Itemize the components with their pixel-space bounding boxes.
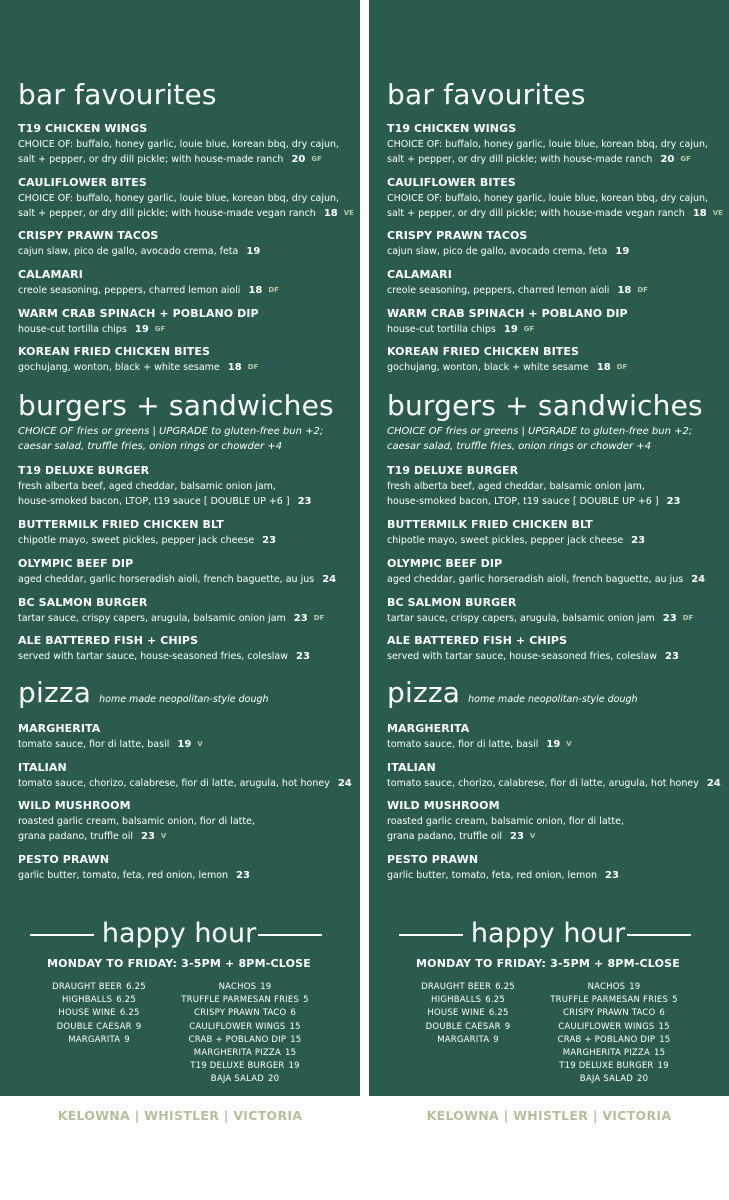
item-price: 19 (615, 246, 630, 257)
item-description (387, 649, 723, 664)
item-name: ITALIAN (387, 761, 436, 774)
happy-hour-item-price: 5 (303, 995, 309, 1006)
happy-hour-item (33, 1034, 165, 1047)
item-description-text: roasted garlic cream, balsamic onion, fior di latte, (387, 816, 624, 827)
menu-item (18, 798, 354, 844)
happy-hour-item (539, 1060, 689, 1073)
menu-item (387, 175, 723, 221)
happy-hour-item-price: 19 (260, 982, 272, 992)
happy-hour-item-price: 9 (493, 1034, 499, 1045)
happy-hour-item (402, 1021, 534, 1034)
happy-hour-item (33, 994, 165, 1007)
upgrade-note-line: CHOICE OF fries or greens | UPGRADE to gluten-free bun +2; (387, 426, 693, 437)
happy-hour-item-price: 20 (636, 1074, 649, 1085)
happy-hour-item-price: 15 (290, 1034, 302, 1045)
item-name: CRISPY PRAWN TACOS (18, 229, 159, 242)
dietary-tag: DF (637, 286, 648, 294)
item-description (387, 814, 723, 829)
menu-item (18, 228, 354, 259)
happy-hour-item-price: 15 (284, 1048, 297, 1059)
item-name: CALAMARI (387, 268, 452, 281)
item-description (18, 206, 354, 221)
item-price: 19 (177, 739, 192, 750)
item-price: 18 (596, 362, 611, 373)
happy-hour-item-price: 15 (289, 1021, 301, 1032)
item-price: 23 (297, 496, 312, 507)
locations-footer: KELOWNA | WHISTLER | VICTORIA (426, 1108, 672, 1123)
item-description-text: cajun slaw, pico de gallo, avocado crema, feta (387, 246, 608, 257)
menu-item (387, 595, 723, 626)
item-description (18, 322, 354, 337)
pizza-dough-note: home made neopolitan-style dough (468, 694, 638, 705)
item-name: BUTTERMILK FRIED CHICKEN BLT (18, 518, 224, 531)
item-description-text: house-cut tortilla chips (18, 324, 127, 335)
happy-hour-item-name: NACHOS (218, 982, 257, 992)
pizza-title-text: pizza (387, 676, 461, 709)
happy-hour-item-name: BAJA SALAD (210, 1074, 264, 1085)
item-description-text: fresh alberta beef, aged cheddar, balsamic onion jam, (18, 481, 276, 492)
happy-hour-item-name: DOUBLE CAESAR (425, 1021, 501, 1032)
item-description (387, 152, 723, 167)
panel-divider (360, 0, 369, 1096)
item-price: 23 (293, 613, 308, 624)
item-price: 24 (706, 778, 721, 789)
item-description (18, 533, 354, 548)
happy-hour-title: happy hour (470, 918, 626, 949)
happy-hour-item (539, 1047, 689, 1060)
item-price: 18 (617, 285, 632, 296)
section-title-burgers: burgers + sandwiches (18, 389, 334, 422)
happy-hour-item (539, 1007, 689, 1020)
item-name: CALAMARI (18, 268, 83, 281)
section-title-bar-favourites: bar favourites (18, 78, 217, 111)
menu-item (18, 121, 354, 167)
pizza-title-text: pizza (18, 676, 92, 709)
item-price: 23 (262, 535, 277, 546)
item-description-text: house-smoked bacon, LTOP, t19 sauce [ DOUBLE UP +6 ] (18, 496, 290, 507)
item-description (387, 322, 723, 337)
happy-hour-item (170, 1060, 320, 1073)
happy-hour-item-name: HOUSE WINE (427, 1008, 485, 1019)
happy-hour-item-price: 6.25 (485, 995, 505, 1006)
locations-footer: KELOWNA | WHISTLER | VICTORIA (57, 1108, 303, 1123)
item-description-text: tomato sauce, fior di latte, basil (18, 739, 170, 750)
item-name: ALE BATTERED FISH + CHIPS (387, 634, 568, 647)
happy-hour-item-name: CRISPY PRAWN TACO (194, 1008, 287, 1019)
item-name: T19 DELUXE BURGER (387, 464, 519, 477)
item-price: 23 (666, 496, 681, 507)
item-name: KOREAN FRIED CHICKEN BITES (18, 345, 211, 358)
happy-hour-item (170, 1034, 320, 1047)
happy-hour-item-name: TRUFFLE PARMESAN FRIES (550, 995, 669, 1006)
happy-hour-item-name: NACHOS (587, 982, 626, 992)
item-description (387, 283, 723, 298)
item-description (387, 737, 723, 752)
happy-hour-item-price: 6 (290, 1008, 296, 1019)
dietary-tag: V (529, 832, 536, 840)
item-description (387, 868, 723, 883)
item-description-text: tomato sauce, fior di latte, basil (387, 739, 539, 750)
item-name: T19 CHICKEN WINGS (18, 122, 148, 135)
item-name: T19 DELUXE BURGER (18, 464, 150, 477)
item-description (387, 776, 723, 791)
menu-item (18, 595, 354, 626)
item-name: PESTO PRAWN (18, 853, 110, 866)
item-name: PESTO PRAWN (387, 853, 479, 866)
menu-item (387, 760, 723, 791)
item-description-text: aged cheddar, garlic horseradish aioli, french baguette, au jus (387, 574, 684, 585)
item-price: 24 (337, 778, 352, 789)
item-description (18, 776, 354, 791)
happy-hour-item (402, 1034, 534, 1047)
menu-item (387, 267, 723, 298)
dietary-tag: V (197, 740, 203, 748)
item-description-text: CHOICE OF: buffalo, honey garlic, louie blue, korean bbq, dry cajun, (18, 193, 340, 204)
item-name: CRISPY PRAWN TACOS (387, 229, 528, 242)
happy-hour-days: MONDAY TO FRIDAY: 3-5PM + 8PM-CLOSE (47, 957, 311, 970)
item-name: WARM CRAB SPINACH + POBLANO DIP (387, 307, 628, 320)
happy-hour-item-price: 9 (135, 1021, 142, 1032)
item-description-text: aged cheddar, garlic horseradish aioli, french baguette, au jus (18, 574, 315, 585)
burgers-upgrade-note (387, 424, 723, 454)
item-description (18, 611, 354, 626)
item-description-text: cajun slaw, pico de gallo, avocado crema, feta (18, 246, 239, 257)
item-price: 23 (510, 831, 524, 842)
item-price: 19 (134, 324, 149, 335)
happy-hour-item-price: 5 (672, 995, 678, 1006)
menu-item (387, 517, 723, 548)
item-description-text: CHOICE OF: buffalo, honey garlic, louie blue, korean bbq, dry cajun, (18, 139, 340, 150)
item-description (18, 479, 354, 494)
happy-hour-days: MONDAY TO FRIDAY: 3-5PM + 8PM-CLOSE (416, 957, 680, 970)
happy-hour-item-name: DRAUGHT BEER (421, 982, 492, 992)
item-price: 18 (323, 208, 338, 219)
happy-hour-item (170, 981, 320, 994)
item-description-text: salt + pepper, or dry dill pickle; with house-made ranch (18, 154, 284, 165)
dietary-tag: DF (268, 286, 279, 294)
item-name: KOREAN FRIED CHICKEN BITES (387, 345, 580, 358)
section-title-pizza (387, 678, 638, 715)
happy-hour-item-name: TRUFFLE PARMESAN FRIES (181, 995, 300, 1006)
item-name: ALE BATTERED FISH + CHIPS (18, 634, 199, 647)
happy-hour-item-price: 19 (657, 1061, 669, 1072)
happy-hour-item (170, 1073, 320, 1086)
menu-item (18, 633, 354, 664)
menu-item (387, 228, 723, 259)
menu-item (387, 463, 723, 509)
happy-hour-item-name: MARGARITA (68, 1034, 121, 1045)
item-price: 18 (692, 208, 707, 219)
menu-item (18, 175, 354, 221)
menu-item (18, 517, 354, 548)
happy-hour-item-price: 15 (659, 1034, 671, 1045)
happy-hour-item (33, 1021, 165, 1034)
item-description-text: tartar sauce, crispy capers, arugula, balsamic onion jam (387, 613, 655, 624)
section-title-burgers: burgers + sandwiches (387, 389, 703, 422)
item-name: T19 CHICKEN WINGS (387, 122, 517, 135)
happy-hour-title: happy hour (101, 918, 257, 949)
item-description (18, 494, 354, 509)
menu-panel-right (369, 0, 729, 1096)
item-description (18, 283, 354, 298)
dietary-tag: V (566, 740, 572, 748)
item-price: 19 (246, 246, 261, 257)
item-name: MARGHERITA (18, 722, 101, 735)
item-description (387, 572, 723, 587)
item-description (387, 137, 723, 152)
dietary-tag: DF (313, 614, 325, 622)
item-price: 23 (141, 831, 155, 842)
item-name: BC SALMON BURGER (18, 596, 148, 609)
menu-item (18, 306, 354, 337)
item-description-text: gochujang, wonton, black + white sesame (18, 362, 220, 373)
menu-item (387, 633, 723, 664)
item-price: 23 (665, 651, 679, 662)
happy-hour-item-name: CAULIFLOWER WINGS (558, 1021, 655, 1032)
happy-hour-item (402, 981, 534, 994)
section-title-bar-favourites: bar favourites (387, 78, 586, 111)
item-name: WILD MUSHROOM (18, 799, 131, 812)
item-price: 19 (546, 739, 561, 750)
item-description-text: chipotle mayo, sweet pickles, pepper jack cheese (18, 535, 255, 546)
item-description (18, 649, 354, 664)
happy-hour-heading (18, 917, 354, 951)
happy-hour-item-name: T19 DELUXE BURGER (559, 1061, 654, 1072)
happy-hour-item-name: MARGHERITA PIZZA (193, 1048, 281, 1059)
happy-hour-heading (387, 917, 723, 951)
happy-hour-item (33, 1007, 165, 1020)
item-description (387, 829, 723, 844)
item-description-text: grana padano, truffle oil (387, 831, 502, 842)
item-description (387, 191, 723, 206)
dietary-tag: V (160, 832, 167, 840)
happy-hour-item-price: 6.25 (116, 995, 136, 1006)
item-price: 23 (631, 535, 646, 546)
item-description-text: grana padano, truffle oil (18, 831, 133, 842)
menu-item (18, 463, 354, 509)
item-description-text: CHOICE OF: buffalo, honey garlic, louie blue, korean bbq, dry cajun, (387, 139, 709, 150)
happy-hour-item-price: 19 (629, 982, 641, 992)
item-description-text: tomato sauce, chorizo, calabrese, fior di latte, arugula, hot honey (387, 778, 699, 789)
happy-hour-item-name: T19 DELUXE BURGER (190, 1061, 285, 1072)
happy-hour-item (33, 981, 165, 994)
dietary-tag: GF (523, 325, 535, 333)
dietary-tag: VE (343, 209, 354, 217)
item-description (387, 206, 723, 221)
item-description-text: chipotle mayo, sweet pickles, pepper jack cheese (387, 535, 624, 546)
item-description (18, 191, 354, 206)
menu-item (387, 121, 723, 167)
menu-item (387, 344, 723, 375)
happy-hour-item (402, 1007, 534, 1020)
item-description-text: creole seasoning, peppers, charred lemon aioli (387, 285, 610, 296)
dietary-tag: GF (154, 325, 166, 333)
dietary-tag: GF (311, 155, 322, 163)
item-description-text: served with tartar sauce, house-seasoned fries, coleslaw (387, 651, 658, 662)
menu-item (387, 721, 723, 752)
happy-hour-item-price: 20 (267, 1074, 280, 1085)
item-name: BC SALMON BURGER (387, 596, 517, 609)
happy-hour-item-price: 9 (124, 1034, 130, 1045)
menu-item (387, 556, 723, 587)
item-price: 19 (503, 324, 518, 335)
dietary-tag: DF (682, 614, 694, 622)
item-description-text: salt + pepper, or dry dill pickle; with house-made vegan ranch (18, 208, 316, 219)
item-price: 23 (662, 613, 677, 624)
happy-hour-item-price: 15 (653, 1048, 666, 1059)
item-description-text: CHOICE OF: buffalo, honey garlic, louie blue, korean bbq, dry cajun, (387, 193, 709, 204)
happy-hour-item-name: DOUBLE CAESAR (56, 1021, 132, 1032)
happy-hour-item-price: 6 (659, 1008, 665, 1019)
item-name: WARM CRAB SPINACH + POBLANO DIP (18, 307, 259, 320)
happy-hour-item-name: MARGARITA (437, 1034, 490, 1045)
happy-hour-item (170, 1047, 320, 1060)
dietary-tag: GF (680, 155, 691, 163)
happy-hour-item (402, 994, 534, 1007)
happy-hour-item (539, 1034, 689, 1047)
item-description (387, 494, 723, 509)
dietary-tag: DF (247, 363, 259, 371)
item-price: 23 (605, 870, 619, 881)
item-description (18, 829, 354, 844)
item-description (18, 814, 354, 829)
dietary-tag: VE (712, 209, 723, 217)
menu-item (387, 306, 723, 337)
heading-rule (627, 934, 691, 936)
item-price: 18 (248, 285, 263, 296)
item-name: ITALIAN (18, 761, 67, 774)
item-description-text: garlic butter, tomato, feta, red onion, lemon (18, 870, 229, 881)
happy-hour-item-price: 19 (288, 1061, 300, 1072)
happy-hour-item-name: MARGHERITA PIZZA (562, 1048, 650, 1059)
item-price: 23 (296, 651, 310, 662)
happy-hour-item (170, 1021, 320, 1034)
menu-item (18, 721, 354, 752)
item-description-text: house-cut tortilla chips (387, 324, 496, 335)
happy-hour-food (170, 981, 320, 1087)
item-description-text: tomato sauce, chorizo, calabrese, fior di latte, arugula, hot honey (18, 778, 330, 789)
item-description-text: salt + pepper, or dry dill pickle; with house-made vegan ranch (387, 208, 685, 219)
happy-hour-item-name: CRAB + POBLANO DIP (188, 1034, 287, 1045)
menu-item (387, 798, 723, 844)
dietary-tag: DF (616, 363, 628, 371)
item-name: WILD MUSHROOM (387, 799, 500, 812)
menu-item (18, 267, 354, 298)
item-price: 18 (227, 362, 242, 373)
happy-hour-item (539, 1021, 689, 1034)
happy-hour-item (539, 1073, 689, 1086)
happy-hour-drinks (33, 981, 165, 1047)
item-price: 23 (236, 870, 250, 881)
menu-item (387, 852, 723, 883)
item-description-text: roasted garlic cream, balsamic onion, fior di latte, (18, 816, 255, 827)
menu-item (18, 556, 354, 587)
happy-hour-item-price: 6.25 (495, 982, 515, 992)
happy-hour-item (170, 1007, 320, 1020)
item-description (18, 572, 354, 587)
happy-hour-item-name: CRISPY PRAWN TACO (563, 1008, 656, 1019)
happy-hour-item (539, 981, 689, 994)
upgrade-note-line: caesar salad, truffle fries, onion rings or chowder +4 (18, 441, 283, 452)
item-description (18, 360, 354, 375)
happy-hour-item-name: HIGHBALLS (431, 995, 482, 1006)
item-price: 24 (322, 574, 337, 585)
item-description-text: served with tartar sauce, house-seasoned fries, coleslaw (18, 651, 289, 662)
item-name: OLYMPIC BEEF DIP (387, 557, 503, 570)
happy-hour-item-price: 15 (658, 1021, 670, 1032)
pizza-dough-note: home made neopolitan-style dough (99, 694, 269, 705)
section-title-pizza (18, 678, 269, 715)
item-name: MARGHERITA (387, 722, 470, 735)
item-name: BUTTERMILK FRIED CHICKEN BLT (387, 518, 593, 531)
item-description-text: house-smoked bacon, LTOP, t19 sauce [ DOUBLE UP +6 ] (387, 496, 659, 507)
happy-hour-drinks (402, 981, 534, 1047)
item-description-text: creole seasoning, peppers, charred lemon aioli (18, 285, 241, 296)
item-description-text: gochujang, wonton, black + white sesame (387, 362, 589, 373)
item-name: OLYMPIC BEEF DIP (18, 557, 134, 570)
item-description (18, 868, 354, 883)
menu-item (18, 344, 354, 375)
item-description (387, 360, 723, 375)
upgrade-note-line: CHOICE OF fries or greens | UPGRADE to gluten-free bun +2; (18, 426, 324, 437)
burgers-upgrade-note (18, 424, 354, 454)
item-description (18, 244, 354, 259)
menu-item (18, 760, 354, 791)
menu-item (18, 852, 354, 883)
item-description (18, 737, 354, 752)
item-description-text: garlic butter, tomato, feta, red onion, lemon (387, 870, 598, 881)
happy-hour-item-price: 6.25 (488, 1008, 509, 1019)
item-name: CAULIFLOWER BITES (387, 176, 516, 189)
item-description (387, 479, 723, 494)
happy-hour-item-price: 6.25 (119, 1008, 140, 1019)
item-description (387, 611, 723, 626)
heading-rule (258, 934, 322, 936)
menu-panel-left (0, 0, 360, 1096)
item-price: 20 (291, 154, 306, 165)
happy-hour-item (539, 994, 689, 1007)
item-description (18, 152, 354, 167)
item-description-text: fresh alberta beef, aged cheddar, balsamic onion jam, (387, 481, 645, 492)
happy-hour-item-price: 9 (504, 1021, 511, 1032)
item-description (387, 533, 723, 548)
happy-hour-item-name: BAJA SALAD (579, 1074, 633, 1085)
happy-hour-item-price: 6.25 (126, 982, 146, 992)
happy-hour-item (170, 994, 320, 1007)
item-price: 20 (660, 154, 675, 165)
happy-hour-item-name: HIGHBALLS (62, 995, 113, 1006)
happy-hour-item-name: CAULIFLOWER WINGS (189, 1021, 286, 1032)
happy-hour-item-name: DRAUGHT BEER (52, 982, 123, 992)
happy-hour-item-name: HOUSE WINE (58, 1008, 116, 1019)
happy-hour-item-name: CRAB + POBLANO DIP (557, 1034, 656, 1045)
item-description (18, 137, 354, 152)
item-description (387, 244, 723, 259)
upgrade-note-line: caesar salad, truffle fries, onion rings or chowder +4 (387, 441, 652, 452)
happy-hour-food (539, 981, 689, 1087)
item-price: 24 (691, 574, 706, 585)
item-name: CAULIFLOWER BITES (18, 176, 147, 189)
item-description-text: tartar sauce, crispy capers, arugula, balsamic onion jam (18, 613, 286, 624)
item-description-text: salt + pepper, or dry dill pickle; with house-made ranch (387, 154, 653, 165)
